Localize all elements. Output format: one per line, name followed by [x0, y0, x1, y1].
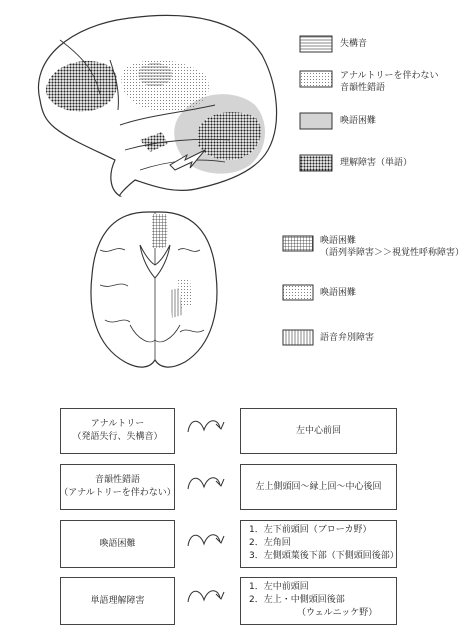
- legend-label-phonemic-paraphasia: アナルトリーを伴わない 音韻性錯語: [340, 71, 439, 93]
- location-box-comprehension: 1．左中前頭回 2．左上・中側頭回後部 （ウェルニッケ野）: [240, 577, 397, 625]
- grid-icon: [283, 236, 313, 251]
- symptom-box-word-finding: 喚語困難: [60, 520, 175, 568]
- axial-brain-diagram: [91, 212, 217, 367]
- symptom-box-phonemic: 音韻性錯語 （アナルトリーを伴わない）: [60, 464, 175, 510]
- symptom-box-anarthria: アナルトリー （発語失行、失構音）: [60, 408, 175, 454]
- horizontal-lines-icon: [300, 36, 332, 52]
- location-box-word-finding: 1．左下前頭回（ブローカ野） 2．左角回 3．左側頭葉後下部（下側頭回後部）: [240, 520, 397, 568]
- vertical-lines-icon: [283, 330, 313, 345]
- legend-label-word-finding-fluency: 喚語困難 （語列挙障害＞＞視覚性呼称障害）: [320, 236, 465, 258]
- fine-dots-icon: [300, 71, 332, 87]
- location-box-anarthria: 左中心前回: [240, 408, 397, 454]
- light-gray-fill-icon: [300, 113, 332, 129]
- legend-label-word-finding-2: 喚語困難: [320, 288, 357, 298]
- dense-dots-icon: [300, 155, 332, 171]
- symptom-box-comprehension: 単語理解障害: [60, 577, 175, 625]
- legend-label-dysarthria: 失構音: [340, 39, 368, 49]
- lateral-brain-diagram: [38, 15, 276, 196]
- legend-label-phoneme-discrimination: 語音弁別障害: [320, 333, 375, 343]
- legend-label-comprehension: 理解障害（単語）: [340, 158, 413, 168]
- location-box-phonemic: 左上側頭回～縁上回～中心後回: [240, 464, 397, 510]
- legend-label-word-finding: 喚語困難: [340, 116, 377, 126]
- fine-dots-icon: [283, 285, 313, 300]
- curved-arrows: [188, 421, 224, 602]
